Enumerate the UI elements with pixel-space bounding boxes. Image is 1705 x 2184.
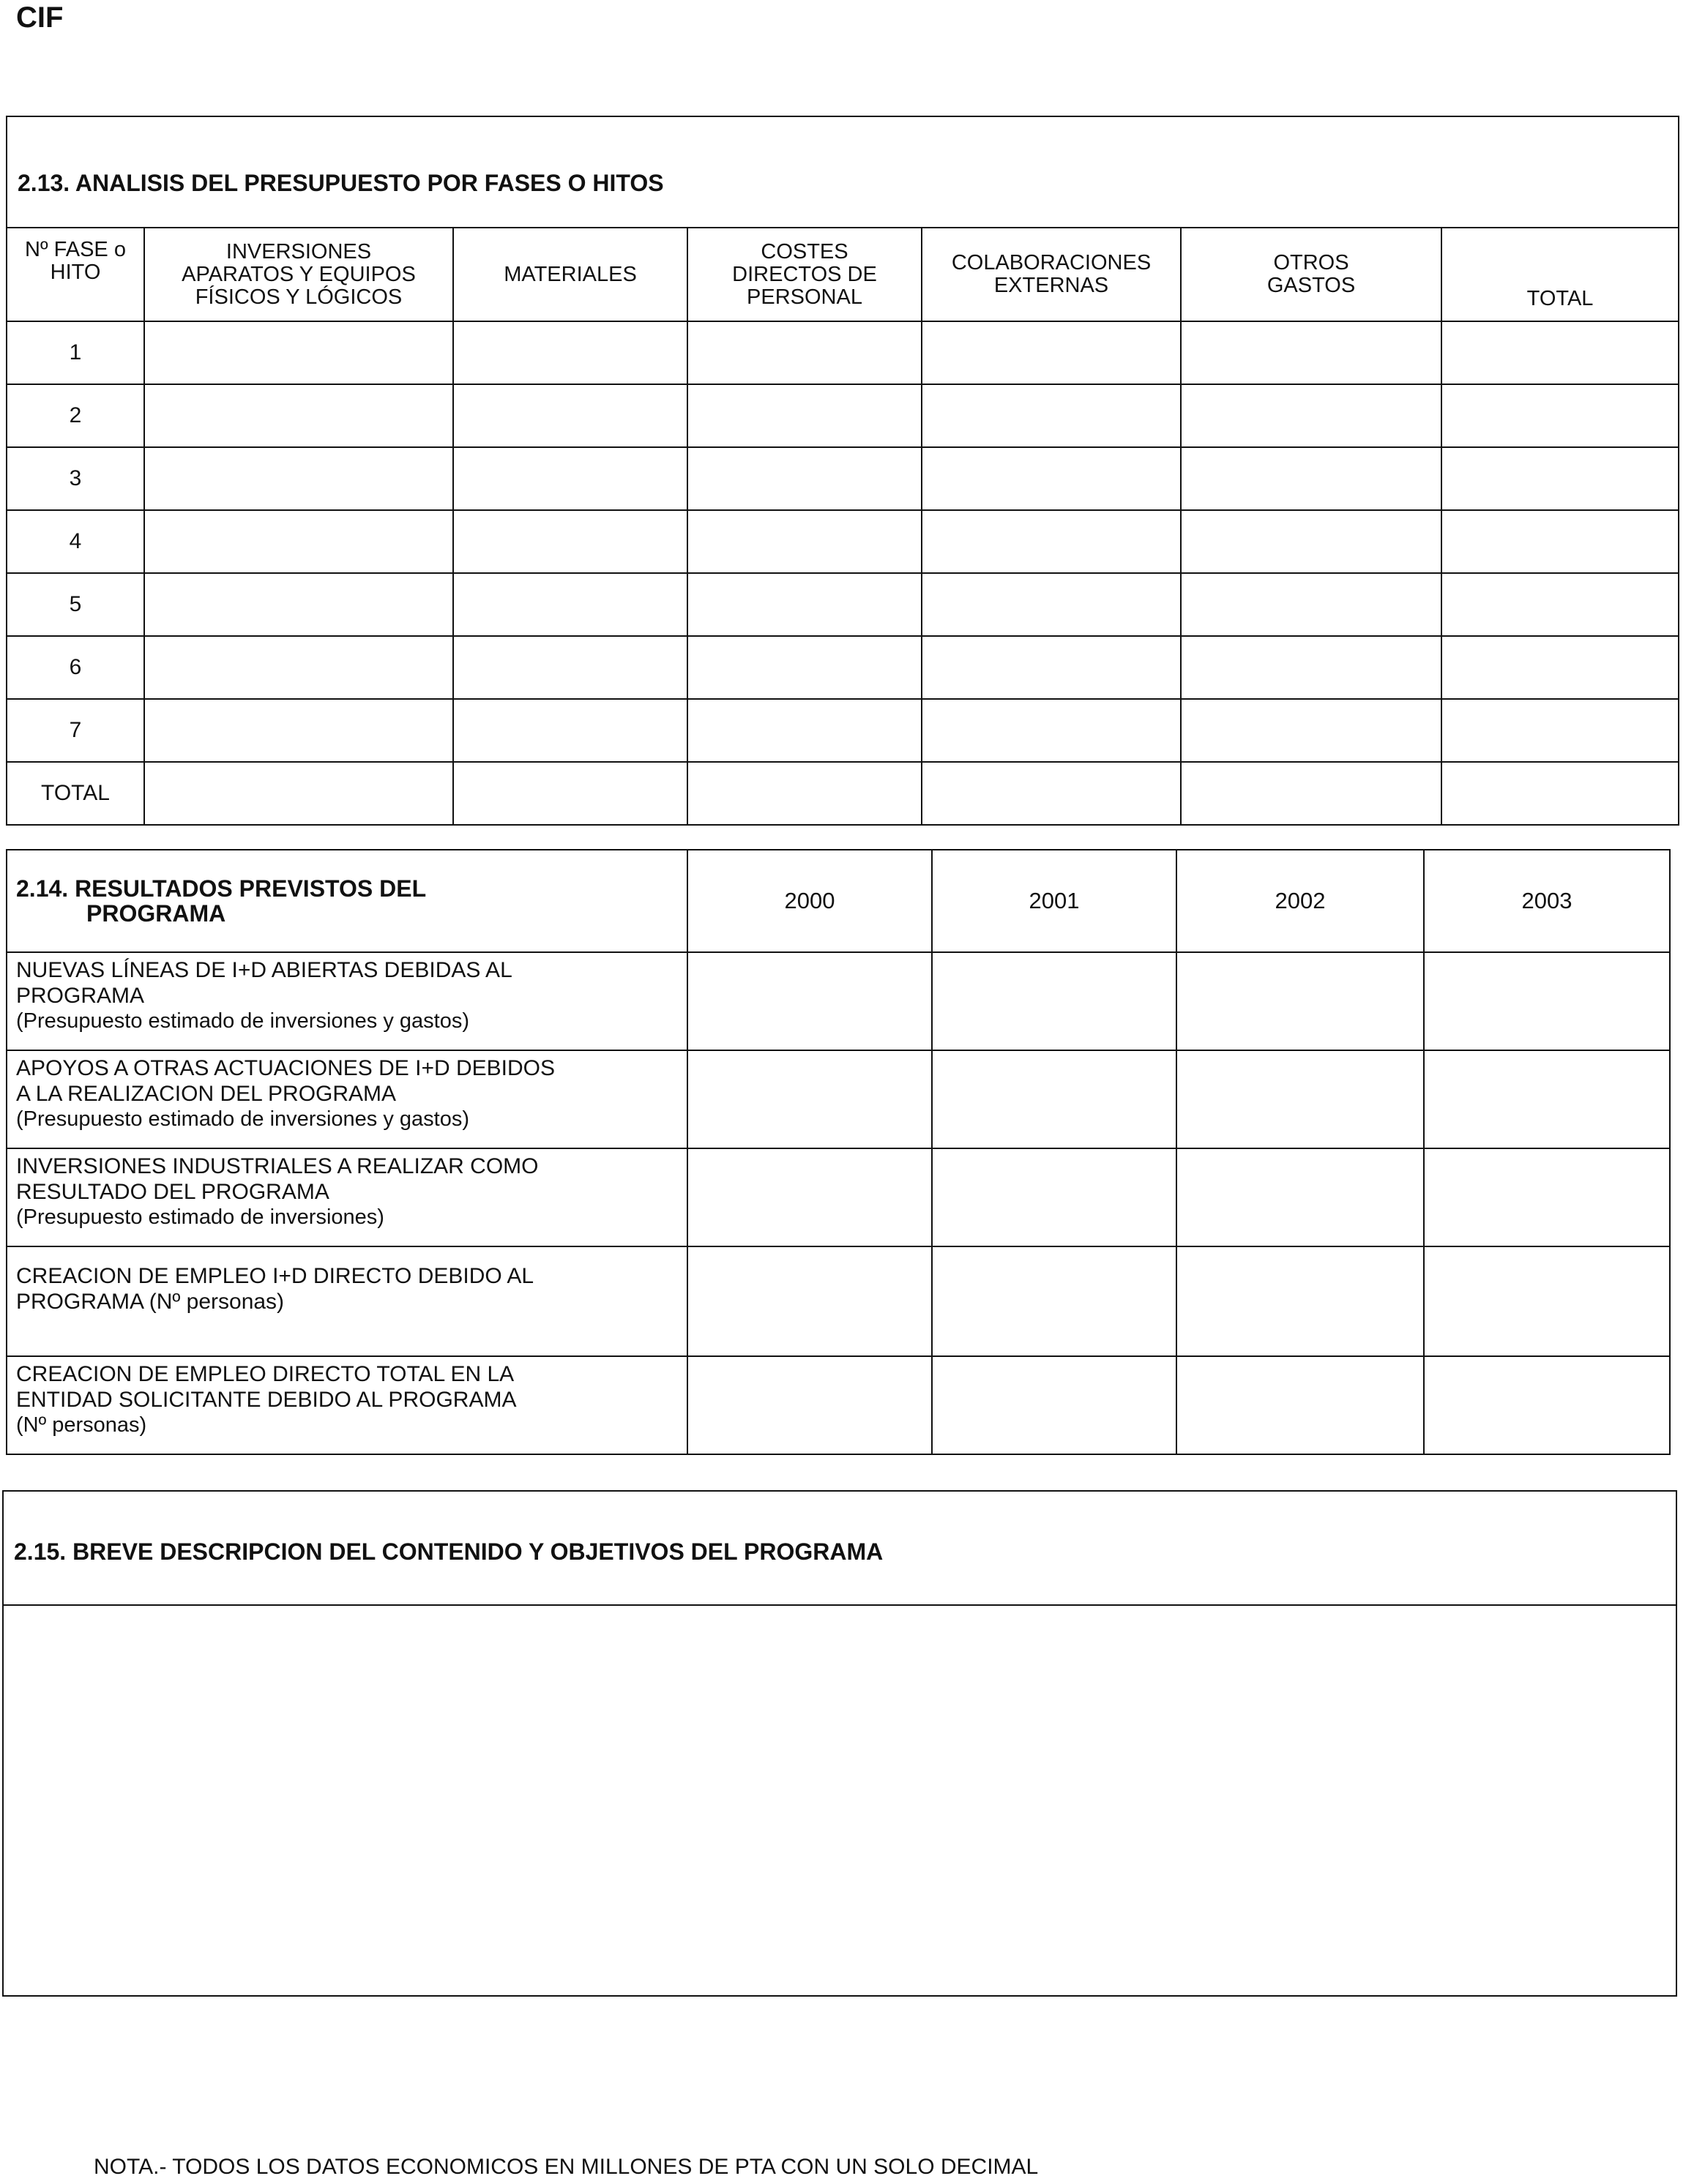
result-cell[interactable] bbox=[687, 1356, 932, 1454]
column-header-line: HITO bbox=[50, 261, 101, 284]
budget-cell[interactable] bbox=[1181, 321, 1441, 384]
budget-cell[interactable] bbox=[144, 636, 453, 699]
column-header-line: Nº FASE o bbox=[25, 238, 126, 261]
budget-cell[interactable] bbox=[1181, 573, 1441, 636]
column-header-line: FÍSICOS Y LÓGICOS bbox=[195, 285, 403, 309]
column-header bbox=[1181, 228, 1441, 321]
column-header bbox=[144, 228, 453, 321]
result-cell[interactable] bbox=[1424, 1246, 1670, 1356]
budget-cell[interactable] bbox=[453, 321, 687, 384]
result-cell[interactable] bbox=[1176, 1148, 1424, 1246]
result-cell[interactable] bbox=[1424, 1050, 1670, 1148]
budget-cell[interactable] bbox=[687, 510, 922, 573]
program-description-table bbox=[2, 1490, 1677, 1997]
table-row bbox=[7, 384, 1679, 447]
result-cell[interactable] bbox=[1176, 1356, 1424, 1454]
year-header: 2001 bbox=[932, 850, 1176, 952]
column-header-line: COSTES bbox=[761, 239, 848, 263]
result-label-note: (Presupuesto estimado de inversiones) bbox=[16, 1205, 384, 1229]
budget-cell[interactable] bbox=[1441, 384, 1679, 447]
column-header-line: INVERSIONES bbox=[225, 239, 372, 263]
column-header-line: OTROS bbox=[1273, 251, 1349, 274]
section-213-title: 2.13. ANALISIS DEL PRESUPUESTO POR FASES O HITOS bbox=[7, 116, 1679, 228]
result-cell[interactable] bbox=[932, 952, 1176, 1050]
phase-number: 2 bbox=[7, 384, 144, 447]
budget-cell[interactable] bbox=[453, 573, 687, 636]
result-label-line: PROGRAMA bbox=[16, 984, 145, 1008]
budget-cell[interactable] bbox=[1181, 384, 1441, 447]
budget-cell[interactable] bbox=[1181, 447, 1441, 510]
budget-cell[interactable] bbox=[144, 384, 453, 447]
table-row bbox=[7, 447, 1679, 510]
result-label-line: NUEVAS LÍNEAS DE I+D ABIERTAS DEBIDAS AL bbox=[16, 958, 512, 982]
year-header: 2000 bbox=[687, 850, 932, 952]
column-header bbox=[7, 228, 144, 321]
budget-cell[interactable] bbox=[144, 321, 453, 384]
result-cell[interactable] bbox=[687, 1246, 932, 1356]
program-description-field[interactable] bbox=[3, 1605, 1676, 1996]
result-label bbox=[7, 1246, 687, 1356]
budget-cell[interactable] bbox=[144, 447, 453, 510]
cif-label: CIF bbox=[16, 1, 64, 34]
column-header bbox=[922, 228, 1181, 321]
column-header-line: TOTAL bbox=[1526, 287, 1594, 310]
result-label-line: CREACION DE EMPLEO I+D DIRECTO DEBIDO AL bbox=[16, 1264, 534, 1288]
budget-cell[interactable] bbox=[453, 510, 687, 573]
result-label bbox=[7, 1148, 687, 1246]
result-cell[interactable] bbox=[1176, 1050, 1424, 1148]
table-row bbox=[7, 762, 1679, 825]
result-label bbox=[7, 1356, 687, 1454]
result-label bbox=[7, 1050, 687, 1148]
result-cell[interactable] bbox=[1424, 1148, 1670, 1246]
column-header-line: DIRECTOS DE bbox=[732, 262, 877, 286]
phase-number: 5 bbox=[7, 573, 144, 636]
column-header bbox=[687, 228, 922, 321]
budget-cell[interactable] bbox=[1441, 636, 1679, 699]
result-label-line: PROGRAMA (Nº personas) bbox=[16, 1290, 285, 1314]
budget-cell[interactable] bbox=[687, 762, 922, 825]
budget-cell[interactable] bbox=[1181, 762, 1441, 825]
budget-cell[interactable] bbox=[922, 510, 1181, 573]
budget-cell[interactable] bbox=[1441, 762, 1679, 825]
footer-note: NOTA.- TODOS LOS DATOS ECONOMICOS EN MILLONES DE PTA CON UN SOLO DECIMAL bbox=[94, 2155, 1039, 2179]
budget-by-phase-table bbox=[6, 116, 1679, 826]
table-row bbox=[7, 510, 1679, 573]
budget-cell[interactable] bbox=[453, 636, 687, 699]
result-cell[interactable] bbox=[932, 1246, 1176, 1356]
table-row bbox=[7, 573, 1679, 636]
column-header-line: PERSONAL bbox=[747, 285, 862, 309]
phase-number: 1 bbox=[7, 321, 144, 384]
budget-cell[interactable] bbox=[453, 384, 687, 447]
year-header: 2002 bbox=[1176, 850, 1424, 952]
budget-cell[interactable] bbox=[1441, 321, 1679, 384]
budget-cell[interactable] bbox=[453, 762, 687, 825]
budget-cell[interactable] bbox=[687, 699, 922, 762]
column-header bbox=[1441, 228, 1679, 321]
column-header-line: COLABORACIONES bbox=[951, 251, 1152, 274]
budget-cell[interactable] bbox=[1181, 510, 1441, 573]
result-cell[interactable] bbox=[1176, 952, 1424, 1050]
budget-cell[interactable] bbox=[687, 573, 922, 636]
result-cell[interactable] bbox=[687, 1148, 932, 1246]
table-row bbox=[7, 636, 1679, 699]
table-row bbox=[7, 1246, 1670, 1356]
result-cell[interactable] bbox=[687, 952, 932, 1050]
result-label-line: ENTIDAD SOLICITANTE DEBIDO AL PROGRAMA bbox=[16, 1388, 517, 1412]
budget-cell[interactable] bbox=[453, 447, 687, 510]
budget-cell[interactable] bbox=[1181, 699, 1441, 762]
phase-number: 3 bbox=[7, 447, 144, 510]
budget-cell[interactable] bbox=[922, 384, 1181, 447]
section-215-title: 2.15. BREVE DESCRIPCION DEL CONTENIDO Y OBJETIVOS DEL PROGRAMA bbox=[3, 1491, 1676, 1605]
phase-number: 7 bbox=[7, 699, 144, 762]
section-214-title-line2: PROGRAMA bbox=[86, 900, 226, 927]
result-cell[interactable] bbox=[932, 1148, 1176, 1246]
section-214-title-line1: 2.14. RESULTADOS PREVISTOS DEL bbox=[16, 875, 427, 902]
budget-cell[interactable] bbox=[922, 321, 1181, 384]
budget-cell[interactable] bbox=[1441, 510, 1679, 573]
year-header: 2003 bbox=[1424, 850, 1670, 952]
result-cell[interactable] bbox=[687, 1050, 932, 1148]
table-row bbox=[7, 1356, 1670, 1454]
budget-cell[interactable] bbox=[687, 384, 922, 447]
budget-cell[interactable] bbox=[1181, 636, 1441, 699]
result-label-note: (Presupuesto estimado de inversiones y gastos) bbox=[16, 1107, 469, 1131]
budget-cell[interactable] bbox=[144, 573, 453, 636]
column-header-line: MATERIALES bbox=[504, 262, 637, 286]
table-row bbox=[7, 699, 1679, 762]
budget-cell[interactable] bbox=[1441, 573, 1679, 636]
result-label-line: RESULTADO DEL PROGRAMA bbox=[16, 1180, 329, 1204]
budget-cell[interactable] bbox=[687, 447, 922, 510]
budget-cell[interactable] bbox=[922, 636, 1181, 699]
result-cell[interactable] bbox=[1176, 1246, 1424, 1356]
budget-cell[interactable] bbox=[922, 573, 1181, 636]
budget-cell[interactable] bbox=[687, 636, 922, 699]
table-row bbox=[7, 952, 1670, 1050]
result-label-line: INVERSIONES INDUSTRIALES A REALIZAR COMO bbox=[16, 1154, 539, 1178]
result-label-line: APOYOS A OTRAS ACTUACIONES DE I+D DEBIDOS bbox=[16, 1056, 556, 1080]
phase-number: 4 bbox=[7, 510, 144, 573]
column-header bbox=[453, 228, 687, 321]
result-label-note: (Presupuesto estimado de inversiones y gastos) bbox=[16, 1009, 469, 1033]
result-cell[interactable] bbox=[932, 1050, 1176, 1148]
phase-number: TOTAL bbox=[7, 762, 144, 825]
budget-cell[interactable] bbox=[144, 699, 453, 762]
result-cell[interactable] bbox=[1424, 952, 1670, 1050]
budget-cell[interactable] bbox=[687, 321, 922, 384]
phase-number: 6 bbox=[7, 636, 144, 699]
result-label-line: A LA REALIZACION DEL PROGRAMA bbox=[16, 1082, 397, 1106]
table-row bbox=[7, 321, 1679, 384]
result-label-line: CREACION DE EMPLEO DIRECTO TOTAL EN LA bbox=[16, 1362, 515, 1386]
result-label-note: (Nº personas) bbox=[16, 1413, 147, 1437]
budget-cell[interactable] bbox=[922, 447, 1181, 510]
budget-cell[interactable] bbox=[453, 699, 687, 762]
result-label bbox=[7, 952, 687, 1050]
column-header-line: GASTOS bbox=[1266, 274, 1356, 297]
column-header-line: APARATOS Y EQUIPOS bbox=[182, 262, 416, 286]
budget-cell[interactable] bbox=[922, 699, 1181, 762]
result-cell[interactable] bbox=[932, 1356, 1176, 1454]
result-cell[interactable] bbox=[1424, 1356, 1670, 1454]
column-header-line: EXTERNAS bbox=[993, 274, 1109, 297]
table-row bbox=[7, 1050, 1670, 1148]
budget-cell[interactable] bbox=[1441, 699, 1679, 762]
table-row bbox=[7, 1148, 1670, 1246]
budget-cell[interactable] bbox=[144, 762, 453, 825]
budget-cell[interactable] bbox=[922, 762, 1181, 825]
budget-cell[interactable] bbox=[1441, 447, 1679, 510]
section-214-title bbox=[7, 850, 687, 952]
budget-cell[interactable] bbox=[144, 510, 453, 573]
expected-results-table bbox=[6, 849, 1671, 1455]
